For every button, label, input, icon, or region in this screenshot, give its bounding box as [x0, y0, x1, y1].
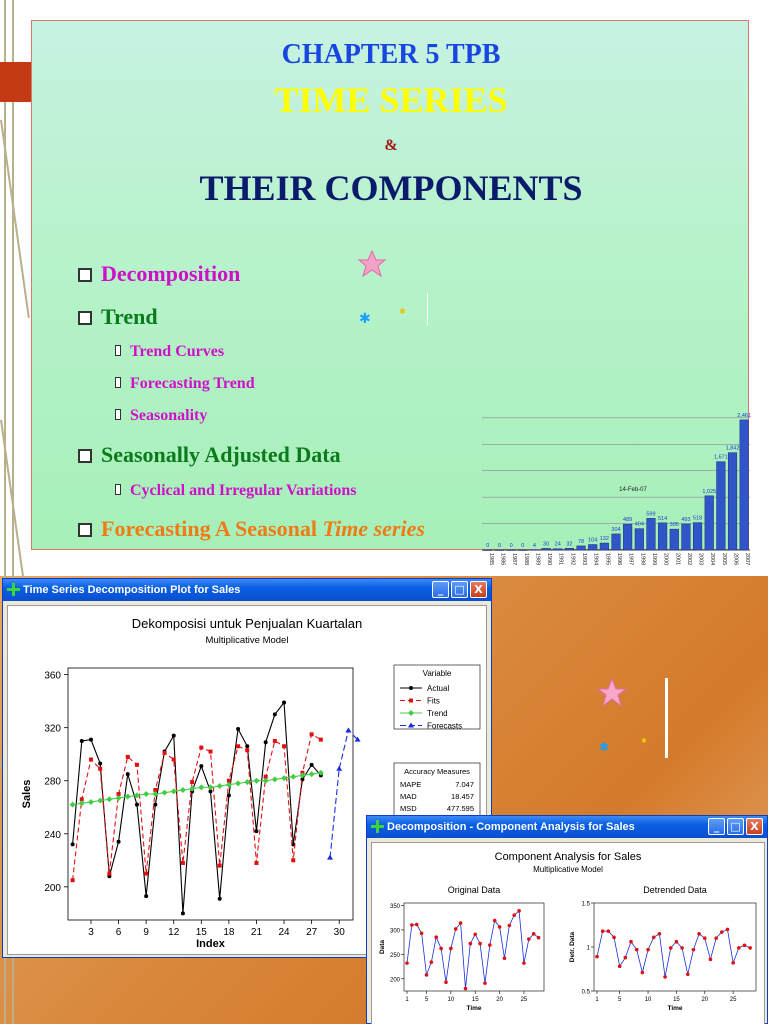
- data-point: [663, 975, 667, 979]
- bar: [530, 550, 539, 551]
- data-point: [254, 829, 258, 833]
- tick-label: 2003: [697, 553, 704, 566]
- y-axis-label: Sales: [21, 779, 33, 809]
- data-point: [646, 948, 650, 952]
- data-point: [652, 936, 656, 940]
- data-point: [439, 947, 443, 951]
- tick-label: 1985: [487, 553, 494, 566]
- x-tick-label: 5: [424, 997, 429, 1003]
- x-tick-label: 20: [701, 997, 709, 1003]
- panel-title: Original Data: [447, 885, 501, 895]
- sub-bullet-icon: [115, 409, 121, 420]
- data-point: [601, 929, 605, 933]
- tick-label: 1997: [627, 553, 634, 566]
- panel-frame: [404, 903, 544, 991]
- data-point: [172, 734, 176, 738]
- maximize-button[interactable]: □: [451, 581, 468, 598]
- sub-seasonality: Seasonality: [115, 407, 207, 425]
- data-point: [209, 750, 213, 754]
- red-tab-decoration: [0, 62, 32, 102]
- close-button[interactable]: X: [470, 581, 487, 598]
- tick-label: 1993: [581, 553, 588, 566]
- data-point: [488, 943, 492, 947]
- chapter-heading: CHAPTER 5 TPB: [281, 39, 501, 70]
- data-point: [264, 740, 268, 744]
- close-button[interactable]: X: [746, 818, 763, 835]
- data-point: [635, 948, 639, 952]
- data-point: [469, 942, 473, 946]
- data-label: 0: [486, 543, 490, 549]
- title-time-series: TIME SERIES: [274, 80, 508, 120]
- data-point: [163, 751, 167, 755]
- x-tick-label: 15: [471, 997, 479, 1003]
- sparkle-small-icon: ✱: [399, 307, 406, 316]
- data-point: [71, 878, 75, 882]
- data-label: 518: [692, 515, 703, 522]
- data-point: [508, 924, 512, 928]
- subtitle-their-components: THEIR COMPONENTS: [199, 168, 583, 208]
- data-point: [172, 758, 176, 762]
- data-label: 404: [634, 521, 644, 528]
- x-tick-label: 1: [595, 997, 599, 1003]
- data-point: [98, 767, 102, 771]
- data-point: [478, 942, 482, 946]
- data-point: [532, 932, 536, 936]
- data-point: [245, 748, 249, 752]
- minimize-button[interactable]: _: [708, 818, 725, 835]
- legend-title: Variable: [422, 669, 452, 678]
- legend-marker: [409, 699, 413, 703]
- tick-label: 1989: [534, 553, 541, 566]
- tick-label: 1987: [511, 553, 518, 566]
- data-point: [126, 772, 130, 776]
- data-point: [607, 929, 611, 933]
- legend-label: Fits: [427, 696, 440, 706]
- data-label: 30: [543, 541, 550, 548]
- accuracy-title: Accuracy Measures: [404, 767, 470, 776]
- data-point: [181, 911, 185, 915]
- data-point: [703, 936, 707, 940]
- sub-bullet-icon: [115, 377, 121, 388]
- tick-label: 1998: [639, 553, 646, 566]
- data-point: [236, 727, 240, 731]
- bar: [682, 524, 691, 550]
- tick-label: 1994: [592, 553, 599, 566]
- data-point: [624, 956, 628, 960]
- data-point: [282, 744, 286, 748]
- tick-label: 1992: [569, 553, 576, 566]
- bar: [693, 523, 702, 550]
- chart-title: Dekomposisi untuk Penjualan Kuartalan: [131, 616, 363, 631]
- y-axis-label: Data: [379, 939, 386, 955]
- data-point: [743, 943, 747, 947]
- y-tick-label: 200: [389, 977, 400, 984]
- star-icon: [596, 677, 628, 709]
- data-point: [498, 925, 502, 929]
- chart-title: Component Analysis for Sales: [494, 851, 642, 863]
- bar: [647, 518, 656, 550]
- data-point: [522, 961, 526, 965]
- data-point: [199, 764, 203, 768]
- accuracy-value: 7.047: [455, 780, 474, 789]
- data-label: 395: [669, 522, 679, 529]
- data-point: [245, 744, 249, 748]
- window-title: Decomposition - Component Analysis for Sales: [387, 821, 635, 833]
- checkbox-bullet-icon: [78, 311, 92, 325]
- x-tick-label: 9: [143, 927, 149, 938]
- tick-label: 2006: [732, 553, 739, 566]
- data-point: [199, 746, 203, 750]
- data-label: 24: [554, 541, 561, 548]
- y-tick-label: 360: [44, 670, 61, 682]
- x-tick-label: 21: [250, 927, 263, 938]
- tick-label: 1996: [616, 553, 622, 566]
- data-label: 0: [509, 543, 513, 549]
- accuracy-label: MAPE: [400, 780, 422, 789]
- data-label: 493: [681, 516, 691, 523]
- data-label: 1,025: [702, 488, 717, 495]
- y-tick-label: 280: [44, 776, 61, 788]
- data-point: [493, 919, 497, 923]
- data-point: [697, 932, 701, 936]
- window-title: Time Series Decomposition Plot for Sales: [23, 584, 241, 596]
- data-point: [405, 961, 409, 965]
- bar-chart: [480, 398, 752, 576]
- decorative-line: [665, 678, 668, 758]
- window-titlebar[interactable]: [367, 816, 767, 838]
- bar: [484, 550, 493, 551]
- data-point: [503, 956, 507, 960]
- x-tick-label: 15: [195, 927, 207, 938]
- minimize-button[interactable]: _: [432, 581, 449, 598]
- data-point: [512, 913, 516, 917]
- sub-bullet-icon: [115, 484, 121, 495]
- bar: [717, 462, 726, 550]
- x-axis-label: Time: [466, 1005, 482, 1012]
- sparkle-icon: ✱: [599, 740, 610, 754]
- tick-label: 1995: [604, 553, 611, 566]
- data-point: [181, 861, 185, 865]
- data-label: 32: [566, 541, 573, 548]
- data-point: [680, 946, 684, 950]
- data-point: [692, 948, 696, 952]
- accuracy-value: 18.457: [451, 792, 474, 801]
- x-tick-label: 25: [729, 997, 737, 1003]
- data-point: [135, 803, 139, 807]
- data-point: [618, 965, 622, 969]
- tick-label: 1986: [499, 553, 506, 566]
- data-point: [726, 928, 730, 932]
- y-axis-label: Detr. Data: [569, 931, 576, 963]
- sparkle-small-icon: ✱: [641, 737, 647, 745]
- tick-label: 2000: [662, 553, 669, 566]
- bullet-seasonally-adjusted: Seasonally Adjusted Data: [78, 442, 341, 468]
- bar: [600, 543, 609, 550]
- data-point: [537, 936, 541, 940]
- x-tick-label: 10: [447, 997, 455, 1003]
- star-icon: [357, 249, 387, 279]
- maximize-button[interactable]: □: [727, 818, 744, 835]
- data-point: [282, 700, 286, 704]
- sparkle-icon: ✱: [359, 311, 371, 327]
- data-point: [483, 981, 487, 985]
- ampersand: &: [384, 137, 398, 154]
- x-tick-label: 15: [673, 997, 680, 1003]
- data-point: [420, 932, 424, 936]
- data-point: [135, 763, 139, 767]
- bar: [495, 550, 504, 551]
- bar: [658, 523, 667, 550]
- data-point: [612, 936, 616, 940]
- checkbox-bullet-icon: [78, 523, 92, 537]
- y-tick-label: 250: [389, 952, 400, 959]
- legend-label: Trend: [427, 709, 448, 718]
- x-axis-label: Index: [196, 938, 225, 950]
- data-label: 4: [532, 542, 536, 549]
- y-tick-label: 1.5: [581, 901, 590, 908]
- bar: [518, 550, 527, 551]
- checkbox-bullet-icon: [78, 449, 92, 463]
- bar: [588, 545, 597, 550]
- data-point: [595, 955, 599, 959]
- y-tick-label: 300: [389, 928, 400, 935]
- x-tick-label: 27: [306, 927, 318, 938]
- data-point: [236, 744, 240, 748]
- tick-label: 2004: [709, 553, 716, 566]
- data-label: 489: [623, 517, 633, 524]
- accuracy-label: MSD: [400, 804, 417, 813]
- data-label: 132: [599, 536, 609, 543]
- component-analysis-window: [366, 815, 768, 1024]
- tick-label: 2005: [720, 553, 727, 566]
- sub-cyclical-irregular: Cyclical and Irregular Variations: [115, 482, 357, 500]
- data-point: [720, 930, 724, 934]
- data-point: [310, 732, 314, 736]
- x-tick-label: 30: [333, 927, 345, 938]
- data-point: [444, 980, 448, 984]
- bullet-trend: Trend: [78, 304, 158, 330]
- decorative-line: [427, 293, 428, 325]
- data-point: [310, 763, 314, 767]
- tick-label: 2001: [674, 553, 681, 566]
- x-tick-label: 3: [88, 927, 94, 938]
- data-point: [748, 946, 752, 950]
- chart-subtitle: Multiplicative Model: [533, 865, 603, 874]
- tick-label: 1990: [546, 553, 553, 566]
- y-tick-label: 0.5: [581, 989, 590, 996]
- data-point: [737, 946, 741, 950]
- data-point: [464, 987, 468, 991]
- data-label: 599: [646, 511, 656, 518]
- data-point: [714, 936, 718, 940]
- sub-trend-curves: Trend Curves: [115, 343, 224, 361]
- minitab-plus-icon: [7, 583, 20, 596]
- component-plot-area: [371, 842, 765, 1024]
- data-point: [459, 921, 463, 925]
- data-point: [669, 946, 673, 950]
- tick-label: 1999: [650, 553, 657, 566]
- bar: [542, 548, 551, 550]
- data-point: [527, 937, 531, 941]
- data-point: [117, 840, 121, 844]
- x-tick-label: 5: [618, 997, 622, 1003]
- x-tick-label: 18: [223, 927, 235, 938]
- data-point: [98, 761, 102, 765]
- data-label: 1,842: [725, 445, 740, 452]
- tick-label: 1991: [557, 553, 564, 566]
- data-point: [454, 927, 458, 931]
- tick-label: 2002: [685, 553, 692, 566]
- data-label: 78: [577, 538, 585, 545]
- bar: [553, 549, 562, 550]
- x-tick-label: 12: [168, 927, 180, 938]
- annotation: 14-Feb-07: [619, 487, 647, 493]
- checkbox-bullet-icon: [78, 268, 92, 282]
- x-tick-label: 25: [520, 997, 528, 1003]
- data-point: [473, 932, 477, 936]
- data-point: [89, 738, 93, 742]
- x-tick-label: 20: [496, 997, 503, 1003]
- data-point: [430, 960, 434, 964]
- data-point: [273, 712, 277, 716]
- data-point: [144, 894, 148, 898]
- data-point: [675, 940, 679, 944]
- data-point: [254, 861, 258, 865]
- data-point: [80, 739, 84, 743]
- tick-label: 2007: [744, 553, 751, 566]
- bar: [507, 550, 516, 551]
- bar: [577, 546, 586, 550]
- minitab-plus-icon: [371, 820, 384, 833]
- bullet-forecasting-seasonal: Forecasting A Seasonal Time series: [78, 516, 425, 542]
- data-label: 304: [611, 526, 621, 533]
- data-point: [686, 972, 690, 976]
- legend-label: Actual: [427, 684, 450, 693]
- x-tick-label: 6: [115, 927, 122, 938]
- bar: [623, 524, 632, 550]
- data-point: [144, 872, 148, 876]
- x-tick-label: 1: [405, 997, 409, 1003]
- data-point: [517, 909, 521, 913]
- data-point: [218, 897, 222, 901]
- data-label: 0: [521, 543, 525, 549]
- y-tick-label: 240: [44, 829, 61, 841]
- sub-bullet-icon: [115, 345, 121, 356]
- y-tick-label: 1: [586, 945, 590, 952]
- data-point: [709, 958, 713, 962]
- data-point: [89, 758, 93, 762]
- data-point: [107, 872, 111, 876]
- data-point: [273, 739, 277, 743]
- data-point: [126, 755, 130, 759]
- tick-label: 1988: [522, 553, 529, 566]
- bar: [740, 420, 749, 550]
- data-point: [641, 971, 645, 975]
- data-label: 104: [588, 537, 598, 544]
- data-point: [410, 923, 414, 927]
- data-point: [434, 935, 438, 939]
- x-axis-label: Time: [667, 1005, 683, 1012]
- y-tick-label: 200: [44, 882, 61, 894]
- panel-frame: [594, 903, 756, 991]
- data-point: [71, 842, 75, 846]
- data-point: [629, 940, 633, 944]
- component-chart: [372, 843, 764, 1024]
- bullet-decomposition: Decomposition: [78, 261, 240, 287]
- data-label: 2,461: [737, 412, 752, 419]
- data-point: [415, 923, 419, 927]
- legend-marker: [409, 686, 413, 690]
- bar: [670, 529, 679, 550]
- data-point: [658, 932, 662, 936]
- data-point: [449, 947, 453, 951]
- data-label: 1,671: [713, 454, 728, 461]
- data-point: [190, 780, 194, 784]
- y-tick-label: 320: [44, 723, 61, 735]
- window-titlebar[interactable]: [3, 579, 491, 601]
- data-label: 0: [497, 543, 502, 549]
- bar: [705, 496, 714, 550]
- legend-label: Forecasts: [427, 721, 463, 731]
- y-tick-label: 350: [389, 903, 400, 910]
- bar: [728, 453, 737, 550]
- x-tick-label: 24: [278, 927, 290, 938]
- x-tick-label: 10: [644, 997, 652, 1003]
- data-point: [218, 864, 222, 868]
- panel-title: Detrended Data: [643, 885, 707, 895]
- data-label: 514: [658, 515, 668, 522]
- accuracy-label: MAD: [400, 792, 417, 801]
- bar: [635, 529, 644, 550]
- bar: [612, 534, 621, 550]
- data-point: [731, 961, 735, 965]
- accuracy-value: 477.595: [446, 804, 474, 813]
- data-point: [425, 973, 429, 977]
- sub-forecasting-trend: Forecasting Trend: [115, 375, 255, 393]
- data-point: [319, 738, 323, 742]
- bar: [565, 548, 574, 550]
- chart-subtitle: Multiplicative Model: [205, 635, 289, 646]
- data-point: [291, 858, 295, 862]
